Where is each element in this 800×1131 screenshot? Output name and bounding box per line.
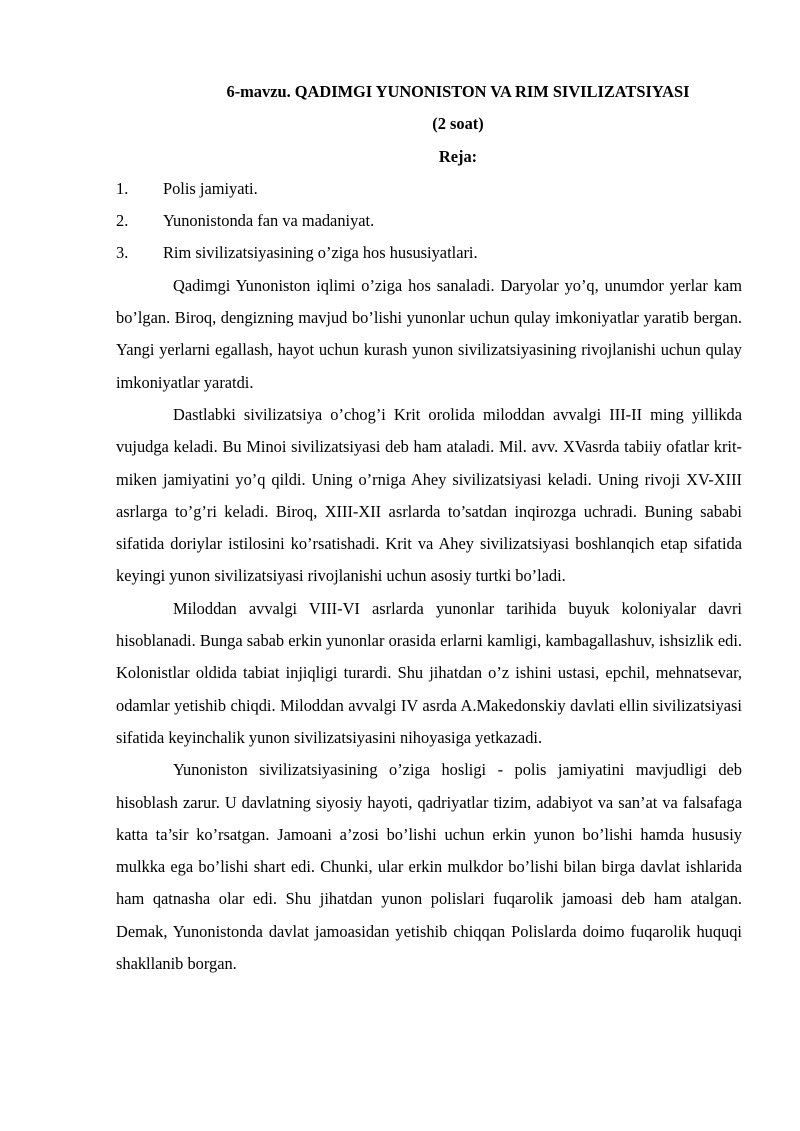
paragraph: Dastlabki sivilizatsiya o’chog’i Krit orolida miloddan avvalgi III-II ming yillikda vujudga keladi. Bu Minoi sivilizatsiyasi deb ham ataladi. Mil. avv. XVasrda tabiiy ofatlar krit-miken jamiyatini yo’q qildi. Uning o’rniga Ahey sivilizatsiyasi keladi. Uning rivoji XV-XIII asrlarga to’g’ri keladi. Biroq, XIII-XII asrlarda to’satdan inqirozga uchradi. Buning sababi sifatida doriylar istilosini ko’rsatishadi. Krit va Ahey sivilizatsiyasi boshlanqich etap sifatida keyingi yunon sivilizatsiyasi rivojlanishi uchun asosiy turtki bo’ladi.: [116, 404, 742, 586]
page-title: 6-mavzu. QADIMGI YUNONISTON VA RIM SIVILIZATSIYASI: [226, 82, 690, 101]
list-item-number: 1.: [116, 178, 129, 198]
hours-label: (2 soat): [432, 114, 484, 134]
plan-list: [116, 173, 742, 270]
list-item: [116, 237, 742, 269]
list-item: [116, 173, 742, 205]
paragraph: Yunoniston sivilizatsiyasining o’ziga hosligi - polis jamiyatini mavjudligi deb hisoblash zarur. U davlatning siyosiy hayoti, qadriyatlar tizim, adabiyot va san’at va falsafaga katta ta’sir ko’rsatgan. Jamoani a’zosi bo’lishi uchun erkin yunon bo’lishi hamda hususiy mulkka ega bo’lishi shart edi. Chunki, ular erkin mulkdor bo’lishi bilan birga davlat ishlarida ham qatnasha olar edi. Shu jihatdan yunon polislari fuqarolik jamoasi deb ham atalgan. Demak, Yunonistonda davlat jamoasidan yetishib chiqqan Polislarda doimo fuqarolik huquqi shakllanib borgan.: [116, 760, 742, 974]
list-item-text: Yunonistonda fan va madaniyat.: [163, 211, 375, 231]
plan-heading: Reja:: [438, 146, 478, 166]
list-item-number: 3.: [116, 243, 129, 263]
document-page: [116, 76, 742, 980]
list-item-text: Polis jamiyati.: [163, 178, 258, 198]
list-item-number: 2.: [116, 211, 129, 231]
paragraph: Miloddan avvalgi VIII-VI asrlarda yunonlar tarihida buyuk koloniyalar davri hisoblanadi. Bunga sabab erkin yunonlar orasida erlarni kamligi, kambagallashuv, ishsizlik edi. Kolonistlar oldida tabiat injiqligi turardi. Shu jihatdan o’z ishini ustasi, epchil, mehnatsevar, odamlar yetishib chiqdi. Miloddan avvalgi IV asrda A.Makedonskiy davlati ellin sivilizatsiyasi sifatida keyinchalik yunon sivilizatsiyasini nihoyasiga yetkazadi.: [116, 598, 742, 747]
paragraph: Qadimgi Yunoniston iqlimi o’ziga hos sanaladi. Daryolar yo’q, unumdor yerlar kam bo’lgan. Biroq, dengizning mavjud bo’lishi yunonlar uchun qulay imkoniyatlar yaratib bergan. Yangi yerlarni egallash, hayot uchun kurash yunon sivilizatsiyasining rivojlanishi uchun qulay imkoniyatlar yaratdi.: [116, 275, 742, 392]
list-item-text: Rim sivilizatsiyasining o’ziga hos hususiyatlari.: [163, 243, 478, 263]
list-item: [116, 205, 742, 237]
